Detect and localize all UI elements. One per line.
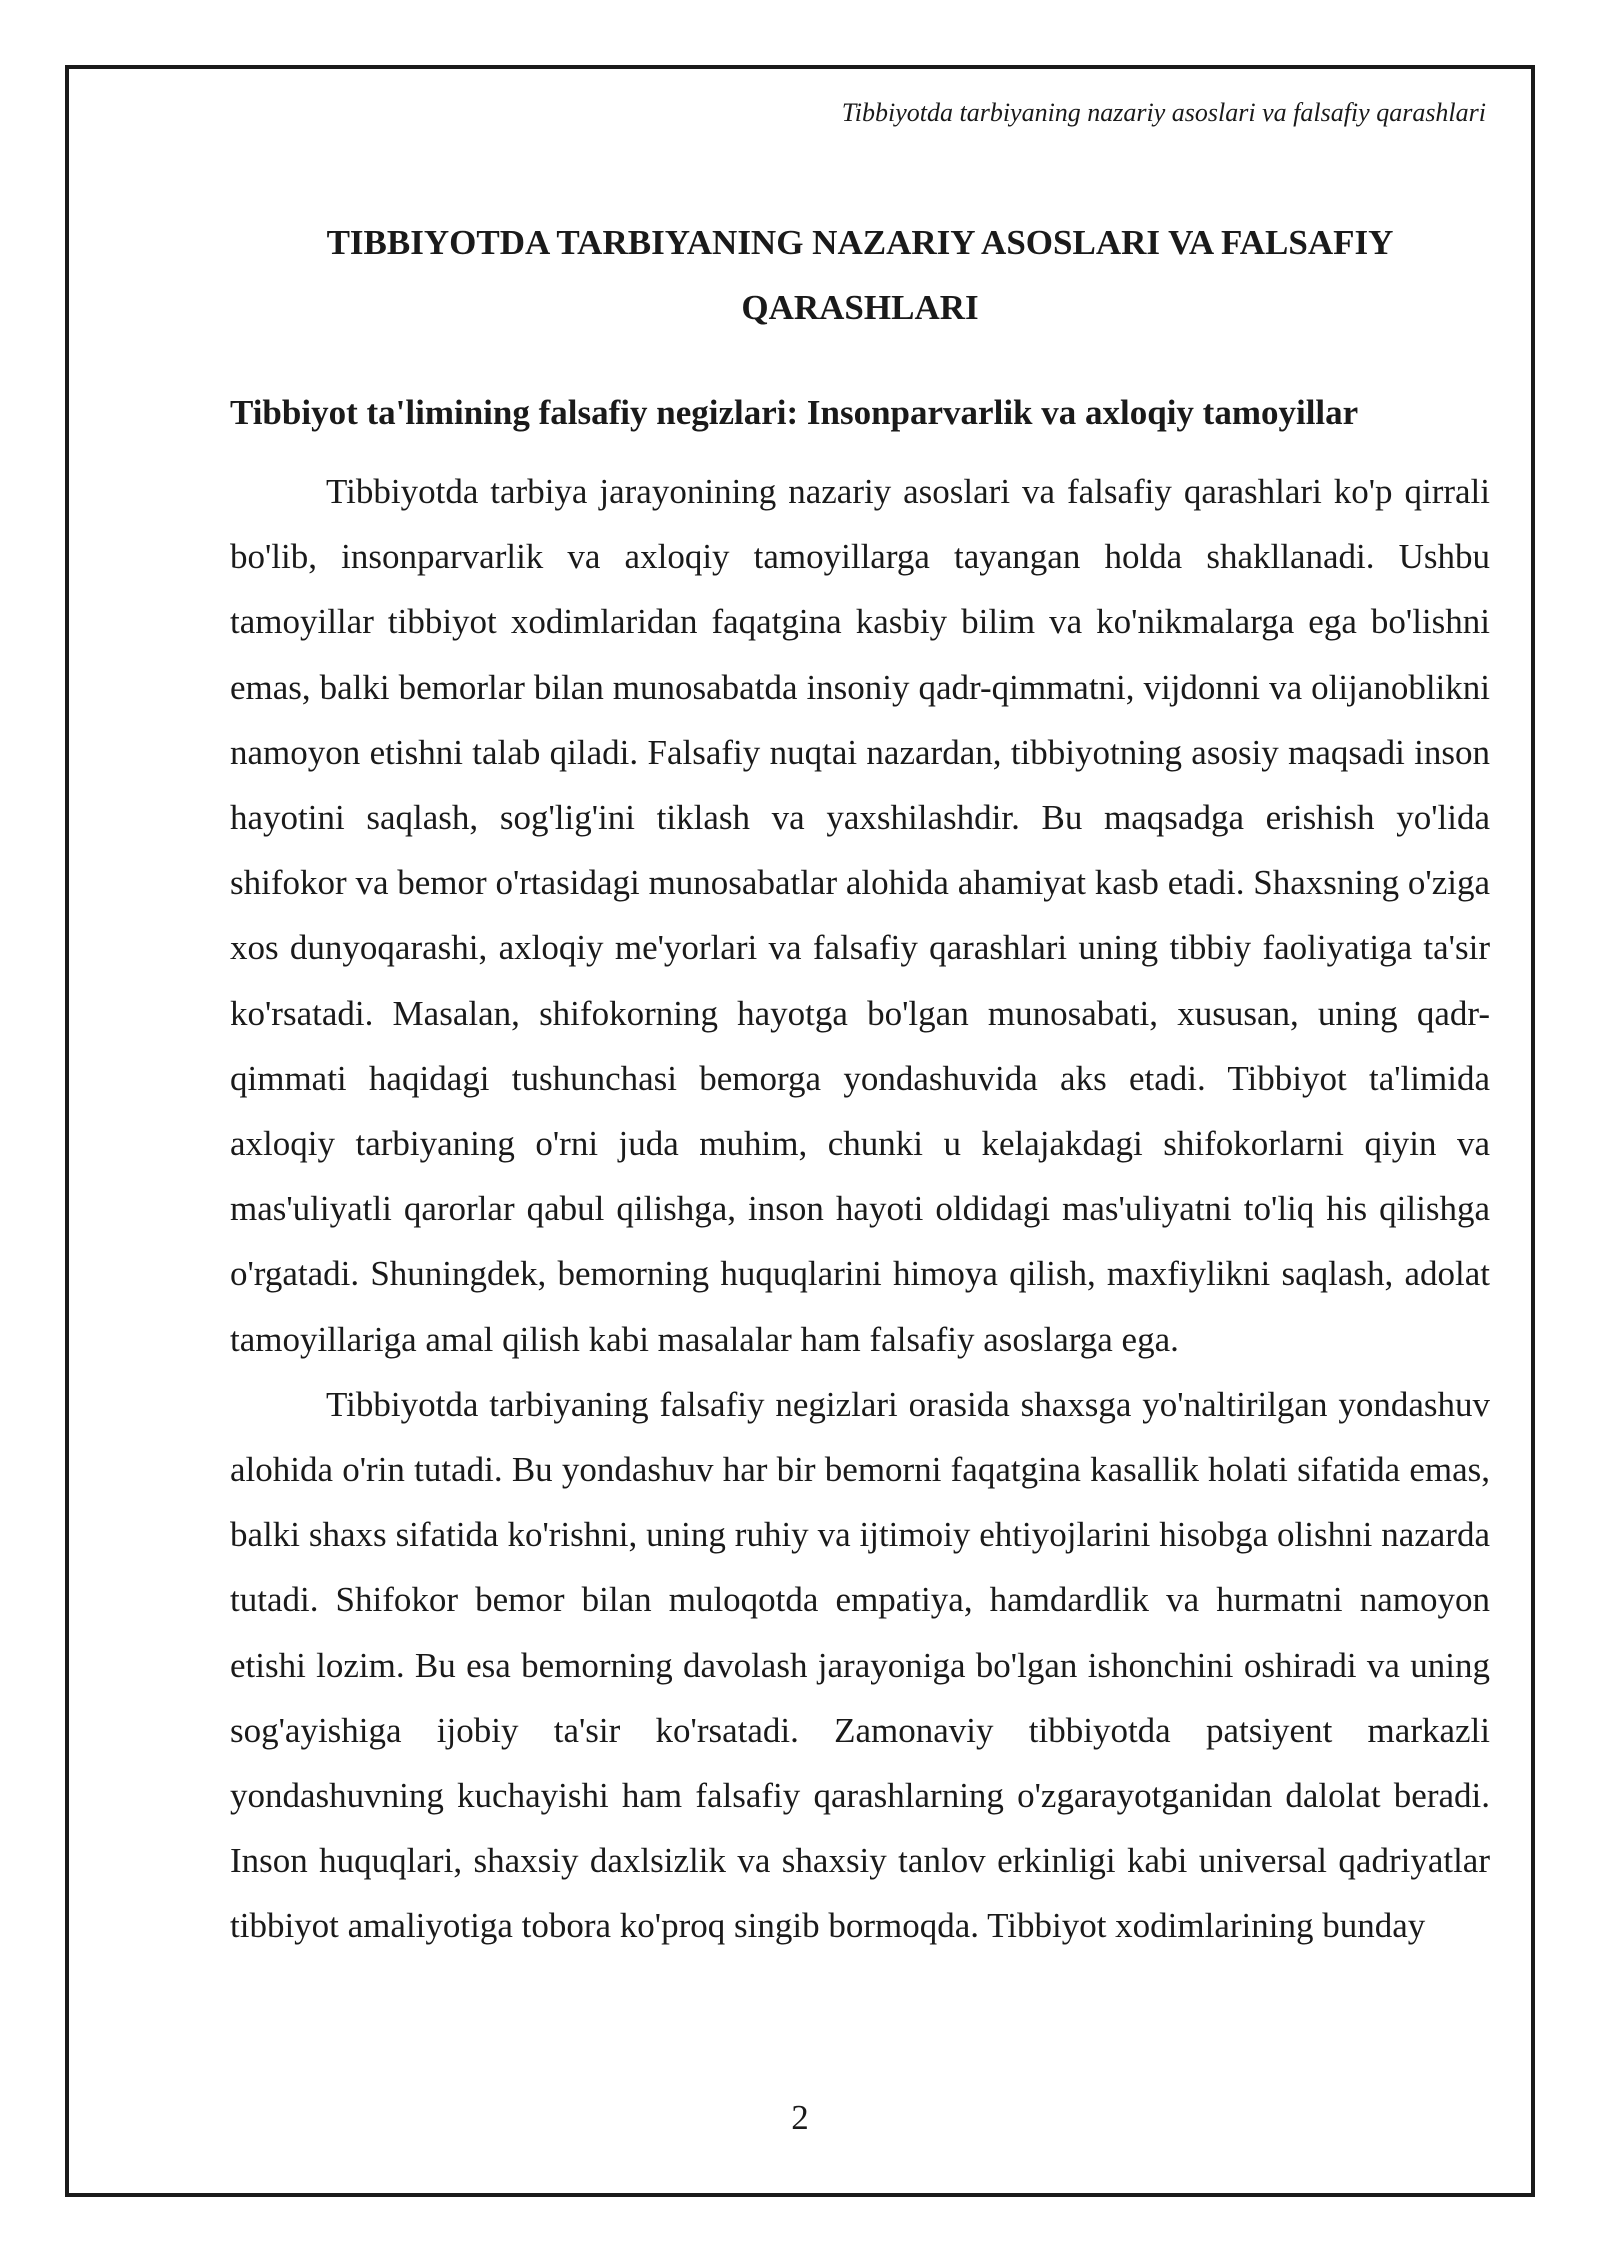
- body-paragraph: Tibbiyotda tarbiya jarayonining nazariy asoslari va falsafiy qarashlari ko'p qirrali bo'lib, insonparvarlik va axloqiy tamoyillarga tayangan holda shakllanadi. Ushbu tamoyillar tibbiyot xodimlaridan faqatgina kasbiy bilim va ko'nikmalarga ega bo'lishni emas, balki bemorlar bilan munosabatda insoniy qadr-qimmatni, vijdonni va olijanoblikni namoyon etishni talab qiladi. Falsafiy nuqtai nazardan, tibbiyotning asosiy maqsadi inson hayotini saqlash, sog'lig'ini tiklash va yaxshilashdir. Bu maqsadga erishish yo'lida shifokor va bemor o'rtasidagi munosabatlar alohida ahamiyat kasb etadi. Shaxsning o'ziga xos dunyoqarashi, axloqiy me'yorlari va falsafiy qarashlari uning tibbiy faoliyatiga ta'sir ko'rsatadi. Masalan, shifokorning hayotga bo'lgan munosabati, xususan, uning qadr-qimmati haqidagi tushunchasi bemorga yondashuvida aks etadi. Tibbiyot ta'limida axloqiy tarbiyaning o'rni juda muhim, chunki u kelajakdagi shifokorlarni qiyin va mas'uliyatli qarorlar qabul qilishga, inson hayoti oldidagi mas'uliyatni to'liq his qilishga o'rgatadi. Shuningdek, bemorning huquqlarini himoya qilish, maxfiylikni saqlash, adolat tamoyillariga amal qilish kabi masalalar ham falsafiy asoslarga ega.: [230, 472, 1490, 1359]
- running-header: Tibbiyotda tarbiyaning nazariy asoslari va falsafiy qarashlari: [841, 98, 1486, 127]
- document-title: TIBBIYOTDA TARBIYANING NAZARIY ASOSLARI VA FALSAFIY QARASHLARI: [326, 223, 1394, 327]
- section-heading: Tibbiyot ta'limining falsafiy negizlari: Insonparvarlik va axloqiy tamoyillar: [230, 393, 1359, 432]
- body-paragraph: Tibbiyotda tarbiyaning falsafiy negizlari orasida shaxsga yo'naltirilgan yondashuv alohida o'rin tutadi. Bu yondashuv har bir bemorni faqatgina kasallik holati sifatida emas, balki shaxs sifatida ko'rishni, uning ruhiy va ijtimoiy ehtiyojlarini hisobga olishni nazarda tutadi. Shifokor bemor bilan muloqotda empatiya, hamdardlik va hurmatni namoyon etishi lozim. Bu esa bemorning davolash jarayoniga bo'lgan ishonchini oshiradi va uning sog'ayishiga ijobiy ta'sir ko'rsatadi. Zamonaviy tibbiyotda patsiyent markazli yondashuvning kuchayishi ham falsafiy qarashlarning o'zgarayotganidan dalolat beradi. Inson huquqlari, shaxsiy daxlsizlik va shaxsiy tanlov erkinligi kabi universal qadriyatlar tibbiyot amaliyotiga tobora ko'proq singib bormoqda. Tibbiyot xodimlarining bunday: [230, 1384, 1490, 1946]
- page-number: 2: [791, 2098, 809, 2137]
- document-body: [230, 210, 1490, 1959]
